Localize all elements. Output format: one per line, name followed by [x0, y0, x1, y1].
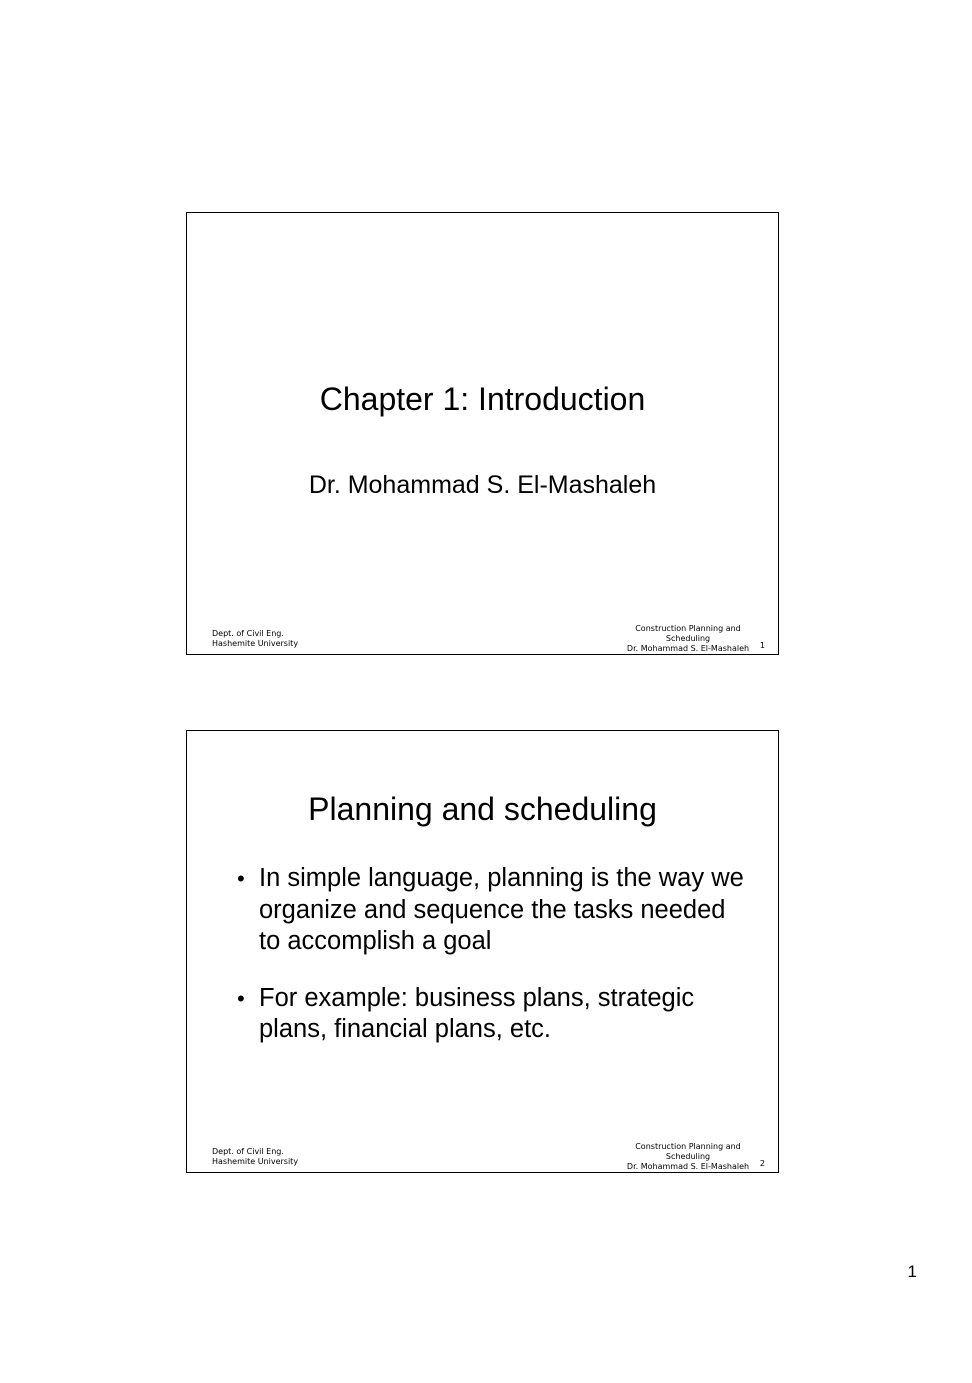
footer-university: Hashemite University — [212, 639, 299, 648]
footer-course: Construction Planning and — [635, 624, 741, 633]
slide-number: 2 — [759, 1159, 765, 1168]
footer-course-cont: Scheduling — [665, 1152, 711, 1161]
bullet-icon: • — [237, 866, 245, 891]
bullet-text: For example: business plans, strategic plans, financial plans, etc. — [259, 983, 695, 1043]
bullet-list — [237, 863, 747, 1059]
bullet-text: In simple language, planning is the way we organize and sequence the tasks needed to accomplish a goal — [259, 864, 744, 955]
footer-dept: Dept. of Civil Eng. — [212, 1147, 284, 1156]
footer-right — [618, 624, 758, 654]
slide-title: Chapter 1: Introduction — [319, 381, 646, 417]
list-item — [237, 863, 747, 958]
footer-course-cont: Scheduling — [665, 634, 711, 643]
footer-dept: Dept. of Civil Eng. — [212, 629, 284, 638]
footer-author: Dr. Mohammad S. El-Mashaleh — [626, 644, 750, 653]
footer-author: Dr. Mohammad S. El-Mashaleh — [626, 1162, 750, 1171]
page-number: 1 — [907, 1262, 917, 1281]
footer-course: Construction Planning and — [635, 1142, 741, 1151]
footer-left — [212, 1147, 298, 1167]
slide-2 — [186, 730, 779, 1173]
footer-left — [212, 629, 298, 649]
slide-title: Planning and scheduling — [308, 791, 657, 827]
footer-right — [618, 1142, 758, 1172]
list-item — [237, 983, 747, 1046]
slide-number: 1 — [759, 641, 765, 650]
slide-subtitle: Dr. Mohammad S. El-Mashaleh — [308, 471, 657, 499]
footer-university: Hashemite University — [212, 1157, 299, 1166]
slide-1 — [186, 212, 779, 655]
bullet-icon: • — [237, 985, 245, 1011]
